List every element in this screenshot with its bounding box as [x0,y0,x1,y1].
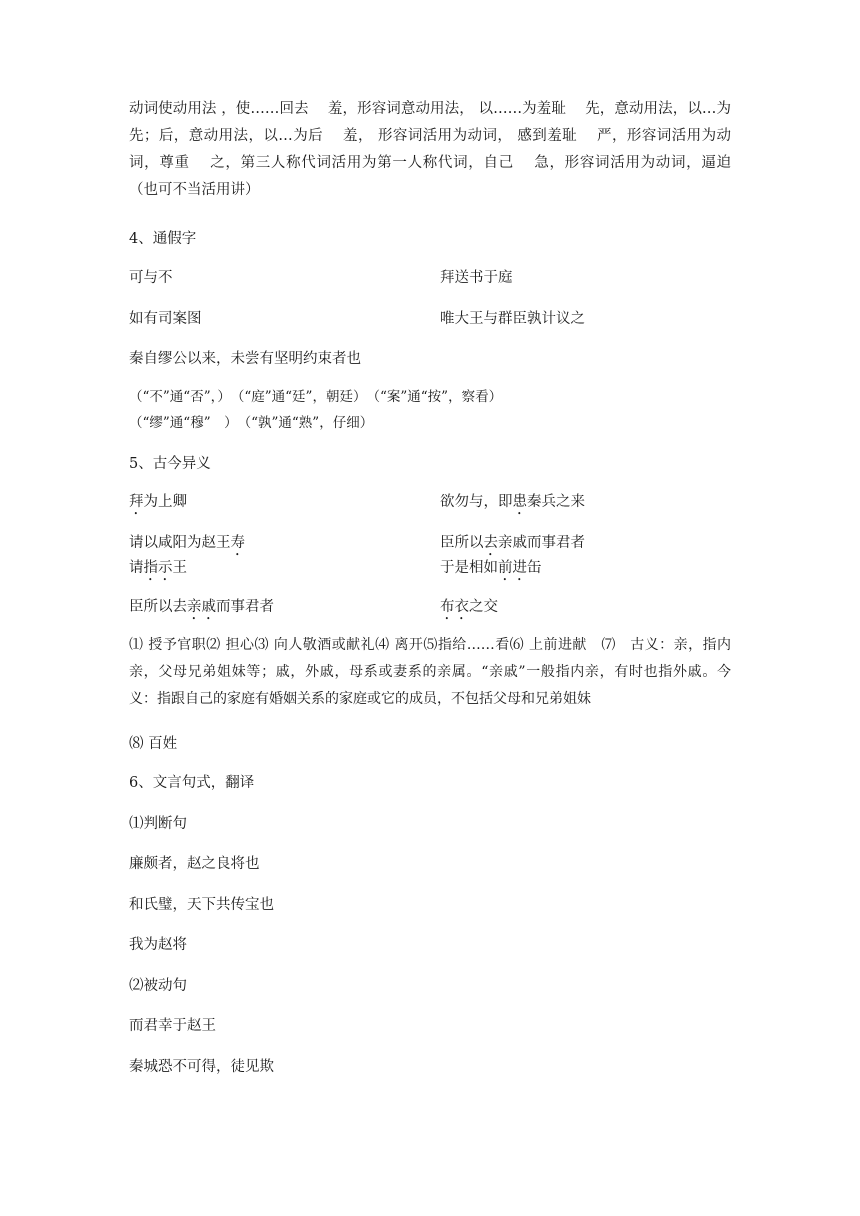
s4-row3: 秦自缪公以来，未尝有坚明约束者也 [129,351,361,367]
s4-row2-right: 唯大王与群臣孰计议之 [440,311,585,327]
s6-s5: 秦城恐不可得，徒见欺 [129,1059,274,1075]
text: 之交 [469,599,498,615]
section6-heading: 6、文言句式，翻译 [129,775,255,791]
s6-s2: 和氏璧，天下共传宝也 [129,897,274,913]
s5-item8 [440,597,498,623]
s4-row1-left: 可与不 [129,270,173,286]
emph: 前进 [498,560,527,576]
s5-item8-note: ⑻ 百姓 [129,736,178,752]
text: 缶 [527,560,542,576]
s4-notes1: （“不”通“否”，） （“庭”通“廷”，朝廷） （“案”通“按”，察看） [129,389,503,405]
text: 于是相如 [440,560,498,576]
s5-item3 [129,533,245,559]
text: 臣所以 [440,535,484,551]
s5-item6 [440,558,542,584]
document-page [129,96,731,1075]
text: 王 [172,560,187,576]
s6-s3: 我为赵将 [129,937,187,953]
emph: 患 [512,494,527,510]
text: 请以咸阳为赵王 [129,535,231,551]
text: 臣所以去 [129,599,187,615]
text: 而事君者 [216,599,274,615]
s5-item4 [440,533,585,559]
s6-s4: 而君幸于赵王 [129,1018,216,1034]
s6-s1: 廉颇者，赵之良将也 [129,856,260,872]
text: 亲戚而事君者 [498,535,585,551]
emph: 寿 [230,535,245,551]
emph: 亲戚 [187,599,216,615]
s5-item5 [129,558,187,584]
s5-item2 [440,492,585,518]
text: 请 [129,560,144,576]
section4-heading: 4、通假字 [129,231,197,247]
s6-sub1: ⑴判断句 [129,816,187,832]
s5-explanation: ⑴ 授予官职⑵ 担心⑶ 向人敬酒或献礼⑷ 离开⑸指给……看⑹ 上前进献 ⑺ 古义：亲，指内亲，父母兄弟姐妹等；戚，外戚，母系或妻系的亲属。“亲戚”一般指内亲，有时也指外戚。今义：指跟自己的家庭有婚姻关系的家庭或它的成员，不包括父母和兄弟姐妹 [129,637,731,707]
s4-row1-right: 拜送书于庭 [440,270,513,286]
text: 秦兵之来 [527,494,585,510]
section5-heading: 5、古今异义 [129,456,211,472]
s4-row2-left: 如有司案图 [129,311,202,327]
intro-paragraph: 动词使动用法 ，使……回去 羞，形容词意动用法， 以……为羞耻 先，意动用法，以…为先；后，意动用法，以…为后 羞， 形容词活用为动词， 感到羞耻 严，形容词活用为动词，尊重 之，第三人称代词活用为第一人称代词，自己 急，形容词活用为动词，逼迫（也可不当活用讲） [129,101,731,198]
s5-item7 [129,597,274,623]
text: 欲勿与，即 [440,494,513,510]
s5-item1 [129,492,187,518]
emph: 指示 [143,560,173,576]
emph: 拜 [129,494,144,510]
s4-notes2: （“缪”通“穆” ） （“孰”通“熟”，仔细） [129,415,374,431]
text: 为上卿 [143,494,187,510]
s6-sub2: ⑵被动句 [129,978,187,994]
emph: 去 [483,535,498,551]
emph: 布衣 [440,599,469,615]
